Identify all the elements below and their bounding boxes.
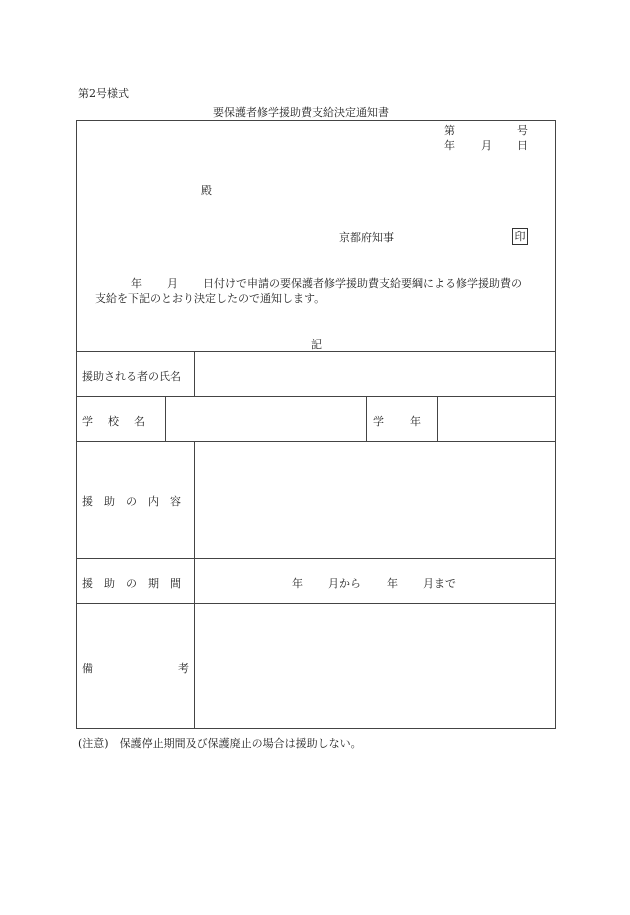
content-label: 援助の内容 <box>82 495 192 508</box>
date-month: 月 <box>481 139 492 152</box>
col-divider-school-value <box>366 396 367 441</box>
ki-label: 記 <box>311 338 322 351</box>
addressee-suffix: 殿 <box>201 184 212 197</box>
period-year2: 年 <box>387 577 398 590</box>
page-title: 要保護者修学援助費支給決定通知書 <box>213 106 389 119</box>
period-to: 月まで <box>423 577 456 590</box>
period-label: 援助の期間 <box>82 577 192 590</box>
frame-right <box>555 120 556 729</box>
grade-label: 学年 <box>373 415 447 428</box>
seal-stamp: 印 <box>512 228 528 245</box>
number-prefix: 第 <box>444 124 455 137</box>
period-year1: 年 <box>292 577 303 590</box>
period-from: 月から <box>328 577 361 590</box>
body-text-line2: 支給を下記のとおり決定したので通知します。 <box>95 292 326 305</box>
date-day: 日 <box>517 139 528 152</box>
name-label: 援助される者の氏名 <box>82 370 181 383</box>
remarks-label-right: 考 <box>178 662 189 675</box>
form-label: 第2号様式 <box>78 87 129 100</box>
body-year: 年 <box>131 277 142 290</box>
frame-top <box>76 120 556 121</box>
content-field[interactable] <box>195 442 555 558</box>
name-field[interactable] <box>195 352 555 396</box>
row-divider-4 <box>76 558 556 559</box>
frame-bottom <box>76 728 556 729</box>
footer-note: (注意) 保護停止期間及び保護廃止の場合は援助しない。 <box>78 737 362 750</box>
school-name-field[interactable] <box>166 397 366 441</box>
issuer: 京都府知事 <box>339 231 394 244</box>
body-text-line1: 日付けで申請の要保護者修学援助費支給要綱による修学援助費の <box>203 277 522 290</box>
remarks-field[interactable] <box>195 604 555 728</box>
grade-field[interactable] <box>438 397 555 441</box>
number-suffix: 号 <box>517 124 528 137</box>
frame-left <box>76 120 77 729</box>
date-year: 年 <box>444 139 455 152</box>
remarks-label-left: 備 <box>82 662 93 675</box>
school-label: 学校名 <box>82 415 160 428</box>
body-month: 月 <box>167 277 178 290</box>
